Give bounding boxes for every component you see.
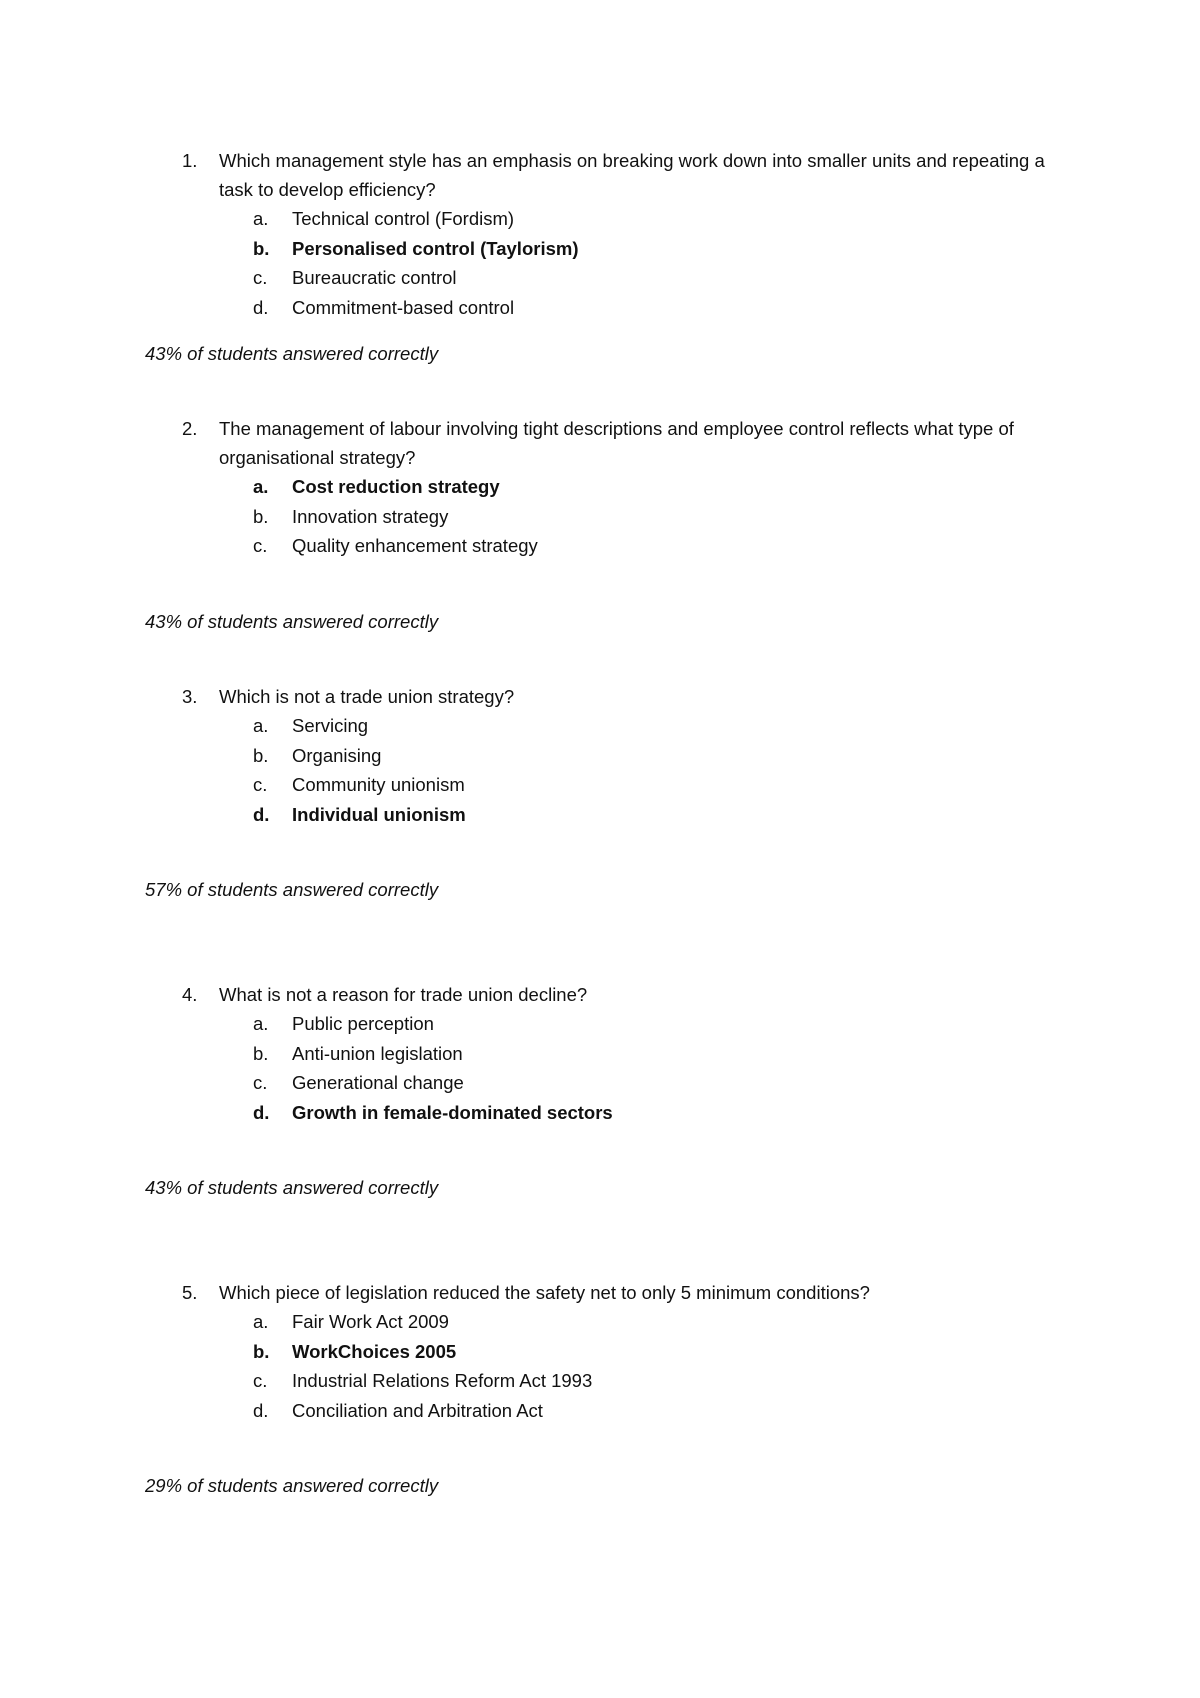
option-letter: a.: [253, 1013, 269, 1034]
option-letter: c.: [253, 1370, 268, 1391]
option-text: Cost reduction strategy: [292, 476, 500, 497]
option-letter: d.: [253, 296, 269, 318]
answer-statistic: 43% of students answered correctly: [145, 611, 439, 632]
option-item: [0, 1009, 1200, 1039]
option-letter: c.: [253, 535, 268, 556]
question-3: [0, 682, 1200, 829]
option-letter: b.: [253, 1042, 269, 1064]
option-text: Personalised control (Taylorism): [292, 237, 579, 259]
answer-statistic: 57% of students answered correctly: [145, 879, 439, 900]
option-letter: c.: [253, 1072, 268, 1093]
option-item: [0, 502, 1200, 532]
question-text: Which piece of legislation reduced the safety net to only 5 minimum conditions?: [219, 1282, 870, 1303]
question-number: 1.: [182, 150, 198, 171]
option-item: [0, 770, 1200, 800]
option-text: Technical control (Fordism): [292, 208, 515, 229]
question-number: 5.: [182, 1282, 198, 1303]
option-text: Individual unionism: [292, 803, 466, 825]
option-letter: a.: [253, 476, 269, 497]
option-list: [0, 1009, 1200, 1127]
option-list: [0, 711, 1200, 829]
option-text: Servicing: [292, 715, 369, 736]
answer-statistic: 43% of students answered correctly: [145, 343, 439, 364]
option-item: [0, 1039, 1200, 1069]
question-text: The management of labour involving tight descriptions and employee control reflects what type of organisational strategy?: [219, 418, 1014, 468]
option-item-correct: [0, 1098, 1200, 1128]
option-item-correct: [0, 800, 1200, 830]
option-letter: d.: [253, 803, 270, 825]
option-text: Quality enhancement strategy: [292, 535, 538, 556]
option-item: [0, 1366, 1200, 1396]
option-item: [0, 263, 1200, 293]
option-letter: d.: [253, 1101, 270, 1123]
option-text: Organising: [292, 744, 382, 766]
option-text: Growth in female-dominated sectors: [292, 1101, 613, 1123]
option-item: [0, 1396, 1200, 1426]
question-text: Which is not a trade union strategy?: [219, 686, 515, 707]
option-item: [0, 204, 1200, 234]
option-letter: a.: [253, 208, 269, 229]
option-list: [0, 204, 1200, 322]
question-text: Which management style has an emphasis on breaking work down into smaller units and repeating a task to develop efficiency?: [219, 150, 1045, 200]
option-text: Industrial Relations Reform Act 1993: [292, 1370, 593, 1391]
option-text: Fair Work Act 2009: [292, 1311, 449, 1332]
option-text: Generational change: [292, 1072, 464, 1093]
option-text: Community unionism: [292, 774, 465, 795]
option-text: WorkChoices 2005: [292, 1340, 457, 1362]
option-letter: a.: [253, 1311, 269, 1332]
option-text: Innovation strategy: [292, 505, 449, 527]
question-number: 4.: [182, 984, 198, 1005]
question-text: What is not a reason for trade union decline?: [219, 984, 588, 1005]
answer-statistic: 43% of students answered correctly: [145, 1177, 439, 1198]
question-number: 3.: [182, 686, 198, 707]
option-letter: b.: [253, 237, 270, 259]
option-letter: b.: [253, 505, 269, 527]
question-2: [0, 414, 1200, 561]
option-item: [0, 293, 1200, 323]
option-letter: b.: [253, 1340, 270, 1362]
option-item-correct: [0, 1337, 1200, 1367]
option-text: Commitment-based control: [292, 296, 515, 318]
option-item: [0, 531, 1200, 561]
option-text: Conciliation and Arbitration Act: [292, 1399, 543, 1421]
option-item: [0, 1068, 1200, 1098]
option-letter: c.: [253, 267, 268, 288]
option-item: [0, 741, 1200, 771]
question-5: [0, 1278, 1200, 1425]
option-letter: a.: [253, 715, 269, 736]
question-4: [0, 980, 1200, 1127]
option-letter: b.: [253, 744, 269, 766]
option-letter: d.: [253, 1399, 269, 1421]
option-list: [0, 472, 1200, 561]
question-number: 2.: [182, 418, 198, 439]
option-letter: c.: [253, 774, 268, 795]
question-1: [0, 146, 1200, 322]
option-text: Anti-union legislation: [292, 1042, 463, 1064]
option-item-correct: [0, 472, 1200, 502]
option-item: [0, 711, 1200, 741]
option-item: [0, 1307, 1200, 1337]
option-text: Public perception: [292, 1013, 434, 1034]
answer-statistic: 29% of students answered correctly: [145, 1475, 439, 1496]
option-list: [0, 1307, 1200, 1425]
option-item-correct: [0, 234, 1200, 264]
option-text: Bureaucratic control: [292, 267, 457, 288]
